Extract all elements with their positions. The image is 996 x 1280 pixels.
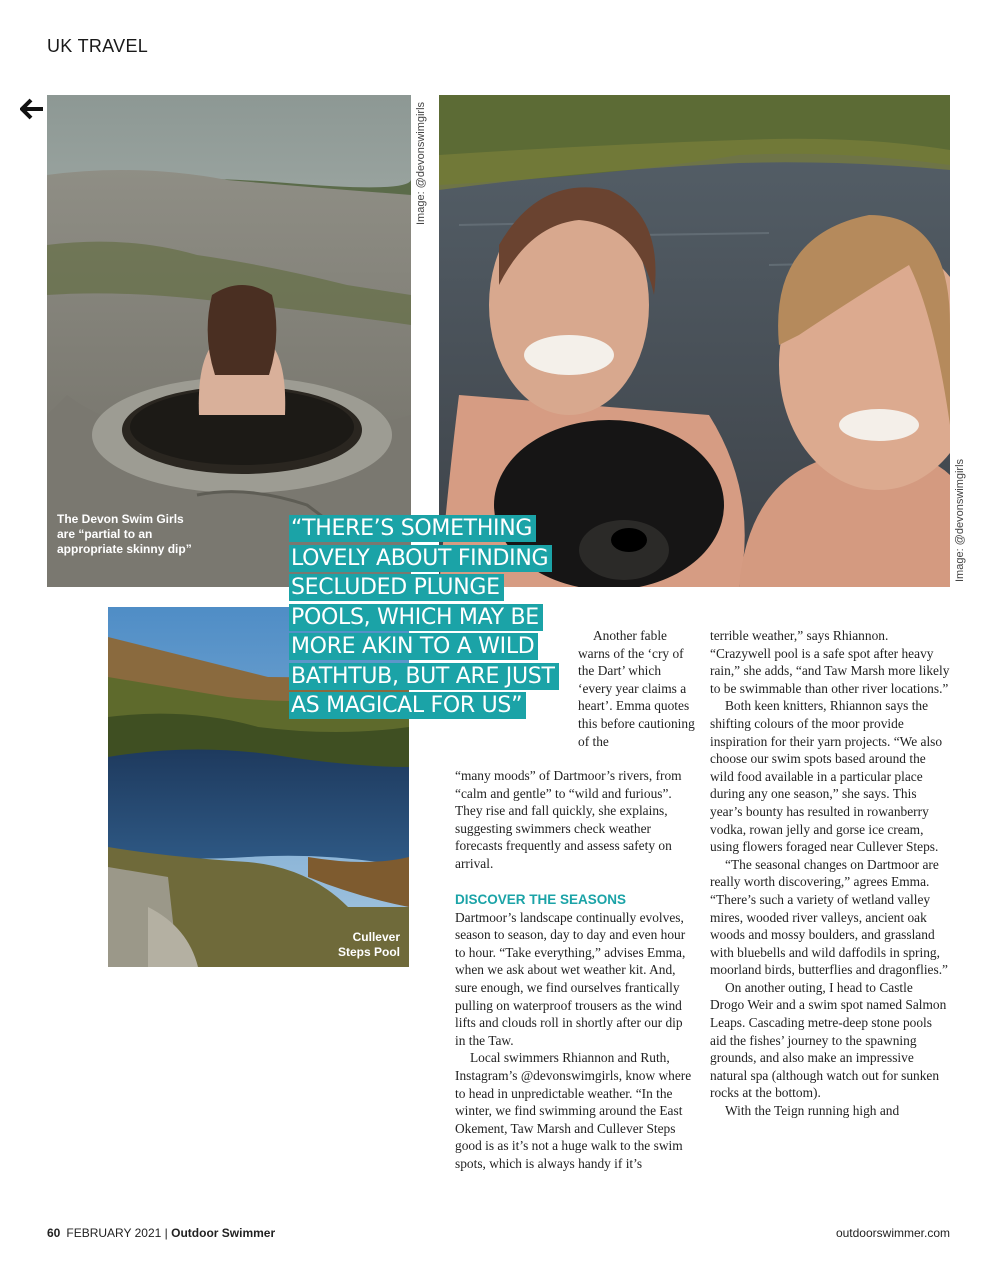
magazine-name: Outdoor Swimmer — [171, 1226, 276, 1240]
article-column-left — [455, 767, 696, 1172]
article-column-right — [710, 627, 950, 1120]
photo-credit: Image: @devonswimgirls — [415, 101, 427, 225]
photo-credit: Image: @devonswimgirls — [954, 458, 966, 582]
website-link[interactable]: outdoorswimmer.com — [835, 1226, 950, 1240]
paragraph: Local swimmers Rhiannon and Ruth, Instagram’s @devonswimgirls, know where to head in unpredictable weather. “In the winter, we find swimming around the East Okement, Taw Marsh and Cullever Steps good is as it’s not a huge walk to the swim spots, which is always handy if it’s — [455, 1050, 692, 1171]
left-arrow-icon[interactable] — [20, 98, 44, 120]
issue-date: FEBRUARY 2021 — [66, 1226, 162, 1240]
page-number: 60 — [47, 1226, 61, 1240]
page-footer — [47, 1226, 275, 1240]
paragraph: terrible weather,” says Rhiannon. “Crazywell pool is a safe spot after heavy rain,” she adds, “and Taw Marsh more likely to be swimmable than other river locations.” — [710, 628, 950, 696]
photo-caption: The Devon Swim Girls are “partial to an appropriate skinny dip” — [57, 512, 192, 556]
paragraph: With the Teign running high and — [725, 1103, 900, 1119]
paragraph: “The seasonal changes on Dartmoor are really worth discovering,” agrees Emma. “There’s such a variety of wetland valley mires, wooded river valleys, ancient oak woods and mossy boulders, and grassland with bluebells and wild daffodils in spring, moorland birds, butterflies and dragonflies.” — [710, 856, 948, 978]
subheading: DISCOVER THE SEASONS — [455, 891, 627, 907]
paragraph: “many moods” of Dartmoor’s rivers, from “calm and gentle” to “wild and furious”. They rise and fall quickly, she explains, suggesting swimmers check weather forecasts frequently and assess safety on arrival. — [455, 768, 682, 871]
paragraph: Both keen knitters, Rhiannon says the shifting colours of the moor provide inspiration for their yarn projects. “We also choose our swim spots based around the wild food available in a particular place during any one season,” she says. This year’s bounty has resulted in rowanberry vodka, rowan jelly and gorse ice cream, using flowers foraged near Cullever Steps. — [710, 698, 943, 855]
paragraph: On another outing, I head to Castle Drogo Weir and a swim spot named Salmon Leaps. Cascading metre-deep stone pools aid the fishes’ journey to the spawning grounds, and also make an impressive natural spa (although watch out for sunken rocks at the bottom). — [710, 979, 947, 1101]
footer-separator: | — [164, 1226, 168, 1240]
pull-quote: “THERE’S SOMETHING LOVELY ABOUT FINDING SECLUDED PLUNGE POOLS, WHICH MAY BE MORE AKIN TO A WILD BATHTUB, BUT ARE JUST AS MAGICAL FOR US” — [289, 514, 579, 721]
article-column-narrow — [578, 627, 696, 750]
paragraph: Dartmoor’s landscape continually evolves, season to season, day to day and even hour to hour. “Take everything,” advises Emma, when we ask about wet weather kit. And, sure enough, we find ourselves frantically pulling on waterproof trousers as the wind lifts and clouds roll in shortly after our dip in the Taw. — [455, 909, 686, 1048]
section-label: UK TRAVEL — [47, 36, 149, 56]
photo-caption: Cullever Steps Pool — [337, 930, 400, 959]
paragraph: Another fable warns of the ‘cry of the Dart’ which ‘every year claims a heart’. Emma quotes this before cautioning of the — [578, 628, 695, 749]
